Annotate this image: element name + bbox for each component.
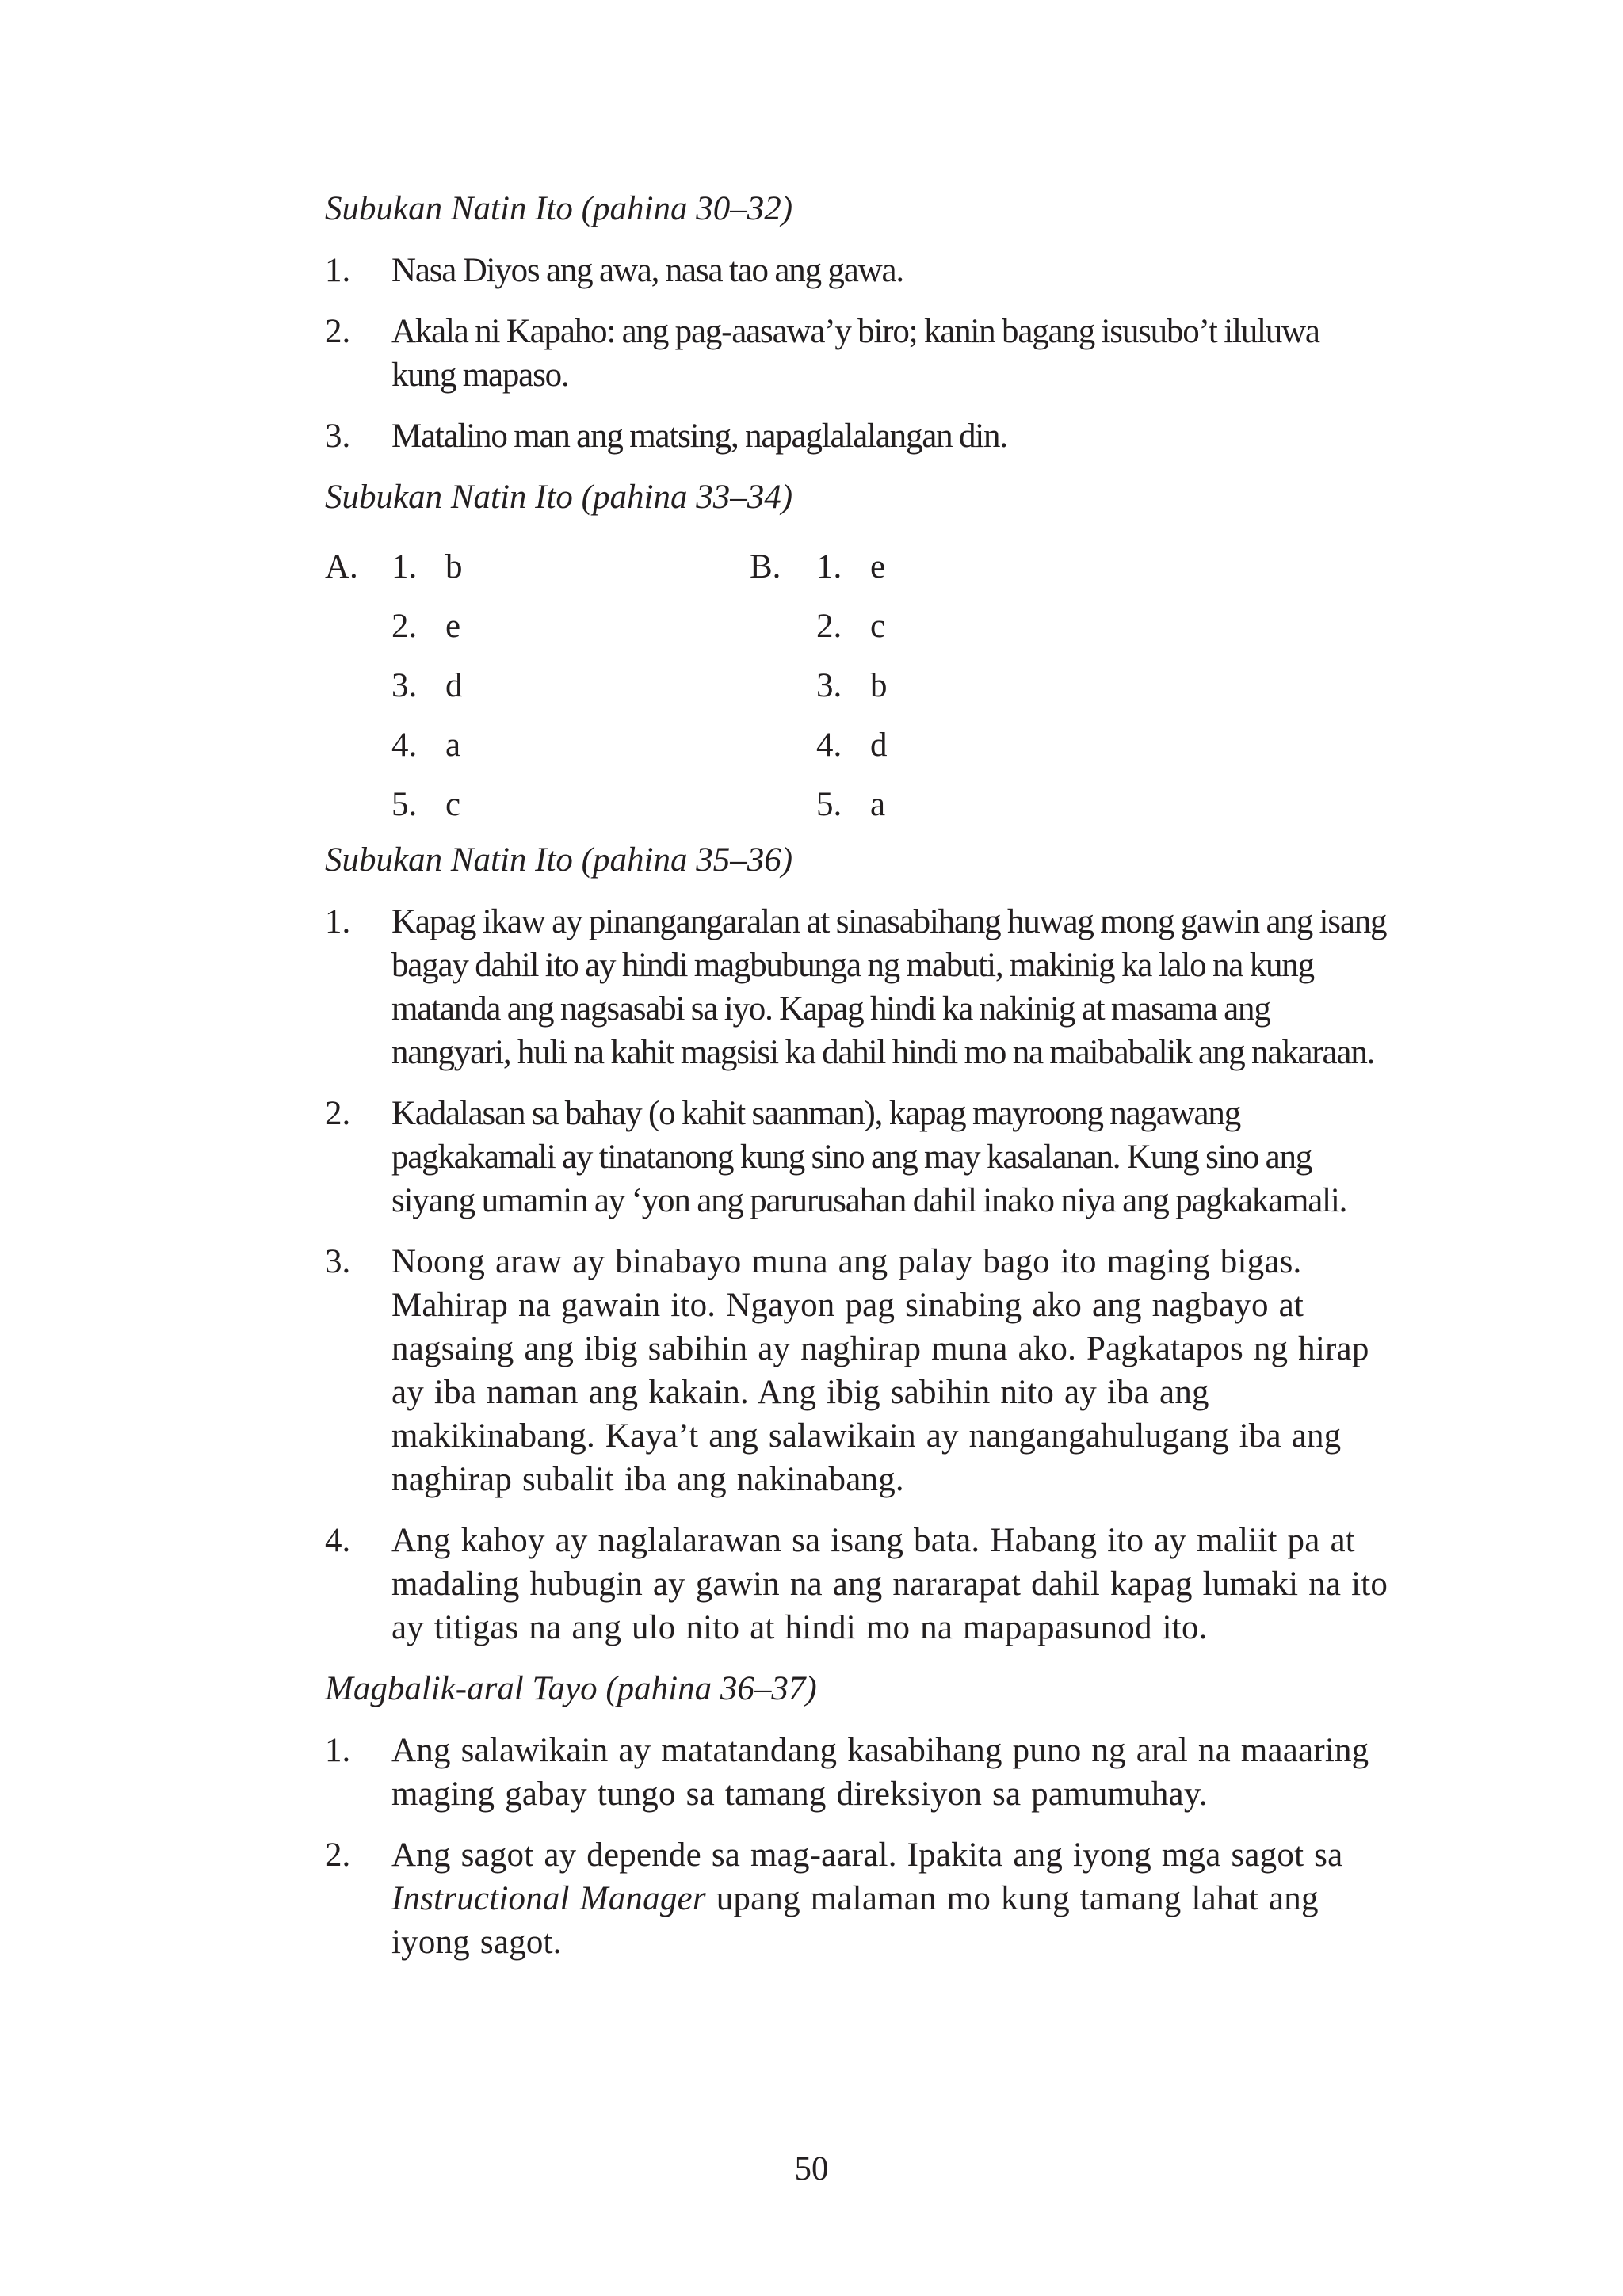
column-letter: B. [750,548,781,585]
item-answer: c [445,786,461,823]
list-item [325,249,1395,292]
item-answer: c [870,608,886,645]
section-title: Subukan Natin Ito (pahina 35–36) [325,841,793,879]
item-text: Kapag ikaw ay pinangangaralan at sinasabihang huwag mong gawin ang isang bagay dahil ito ay hindi magbubunga ng mabuti, makinig ka lalo na kung matanda ang nagsasabi sa iyo. Kapag hindi ka nakinig at masama ang nangyari, huli na kahit magsisi ka dahil hindi mo na maibabalik ang nakaraan. [391,903,1387,1071]
list-item [325,1729,1395,1816]
item-number: 3. [816,667,842,704]
item-text: Matalino man ang matsing, napaglalalangan din. [391,418,1007,455]
item-answer: d [870,727,888,764]
list-item [325,1240,1395,1501]
item-text: Nasa Diyos ang awa, nasa tao ang gawa. [391,252,903,289]
answer-row [750,656,888,715]
answer-row [325,597,463,656]
item-answer: e [445,608,461,645]
item-text: Ang kahoy ay naglalarawan sa isang bata. Habang ito ay maliit pa at madaling hubugin ay gawin na ang nararapat dahil kapag lumaki na ito ay titigas na ang ulo nito at hindi mo na mapapasunod ito. [391,1522,1388,1646]
item-text: Noong araw ay binabayo muna ang palay bago ito maging bigas. Mahirap na gawain ito. Ngayon pag sinabing ako ang nagbayo at nagsaing ang ibig sabihin ay naghirap muna ako. Pagkatapos ng hirap ay iba naman ang kakain. Ang ibig sabihin nito ay iba ang makikinabang. Kaya’t ang salawikain ay nangangahulugang iba ang naghirap subalit iba ang nakinabang. [391,1243,1369,1498]
answer-row [325,715,463,775]
item-number: 3. [325,1243,351,1280]
answer-row [325,656,463,715]
item-number: 5. [391,786,418,823]
item-text [391,1833,1395,1964]
item-answer: d [445,667,463,704]
item-number: 1. [325,1732,351,1769]
item-text-part: Ang sagot ay depende sa mag-aaral. Ipakita ang iyong mga sagot sa [391,1836,1343,1874]
page-number: 50 [794,2150,829,2187]
item-number: 4. [325,1522,351,1559]
item-text: Kadalasan sa bahay (o kahit saanman), kapag mayroong nagawang pagkakamali ay tinatanong kung sino ang may kasalanan. Kung sino ang siyang umamin ay ‘yon ang parurusahan dahil inako niya ang pagkakamali. [391,1095,1347,1219]
item-number: 4. [816,727,842,764]
answer-row [750,537,888,597]
list-item [325,1833,1395,1964]
item-answer: e [870,548,886,585]
section-title: Subukan Natin Ito (pahina 30–32) [325,190,793,227]
answer-row [325,537,463,597]
list-item [325,1519,1395,1650]
item-text: Akala ni Kapaho: ang pag-aasawa’y biro; kanin bagang isusubo’t iluluwa kung mapaso. [391,313,1319,394]
item-text-emphasis: Instructional Manager [391,1880,706,1917]
item-number: 2. [391,608,418,645]
section-title: Magbalik-aral Tayo (pahina 36–37) [325,1670,817,1707]
answer-row [750,775,888,834]
list-item [325,310,1395,397]
item-answer: a [870,786,886,823]
matching-answers [325,537,1395,830]
item-number: 2. [816,608,842,645]
item-number: 1. [391,548,418,585]
answer-key-content [325,187,1395,1981]
item-number: 4. [391,727,418,764]
section-title: Subukan Natin Ito (pahina 33–34) [325,479,793,516]
item-number: 2. [325,1836,351,1874]
item-number: 1. [816,548,842,585]
item-number: 3. [325,418,351,455]
item-answer: b [445,548,463,585]
answer-row [750,715,888,775]
item-number: 3. [391,667,418,704]
answer-column-b [750,537,888,834]
item-number: 2. [325,1095,351,1132]
list-item [325,414,1395,458]
answer-column-a [325,537,463,834]
item-number: 1. [325,252,351,289]
list-item [325,900,1395,1074]
answer-row [325,775,463,834]
item-number: 5. [816,786,842,823]
item-number: 1. [325,903,351,940]
item-text: Ang salawikain ay matatandang kasabihang puno ng aral na maaaring maging gabay tungo sa tamang direksiyon sa pamumuhay. [391,1732,1369,1813]
item-answer: b [870,667,888,704]
item-text-part: upang malaman mo kung tamang lahat ang iyong sagot. [391,1880,1319,1961]
item-answer: a [445,727,461,764]
item-number: 2. [325,313,351,350]
list-item [325,1092,1395,1222]
answer-row [750,597,888,656]
column-letter: A. [325,548,358,585]
